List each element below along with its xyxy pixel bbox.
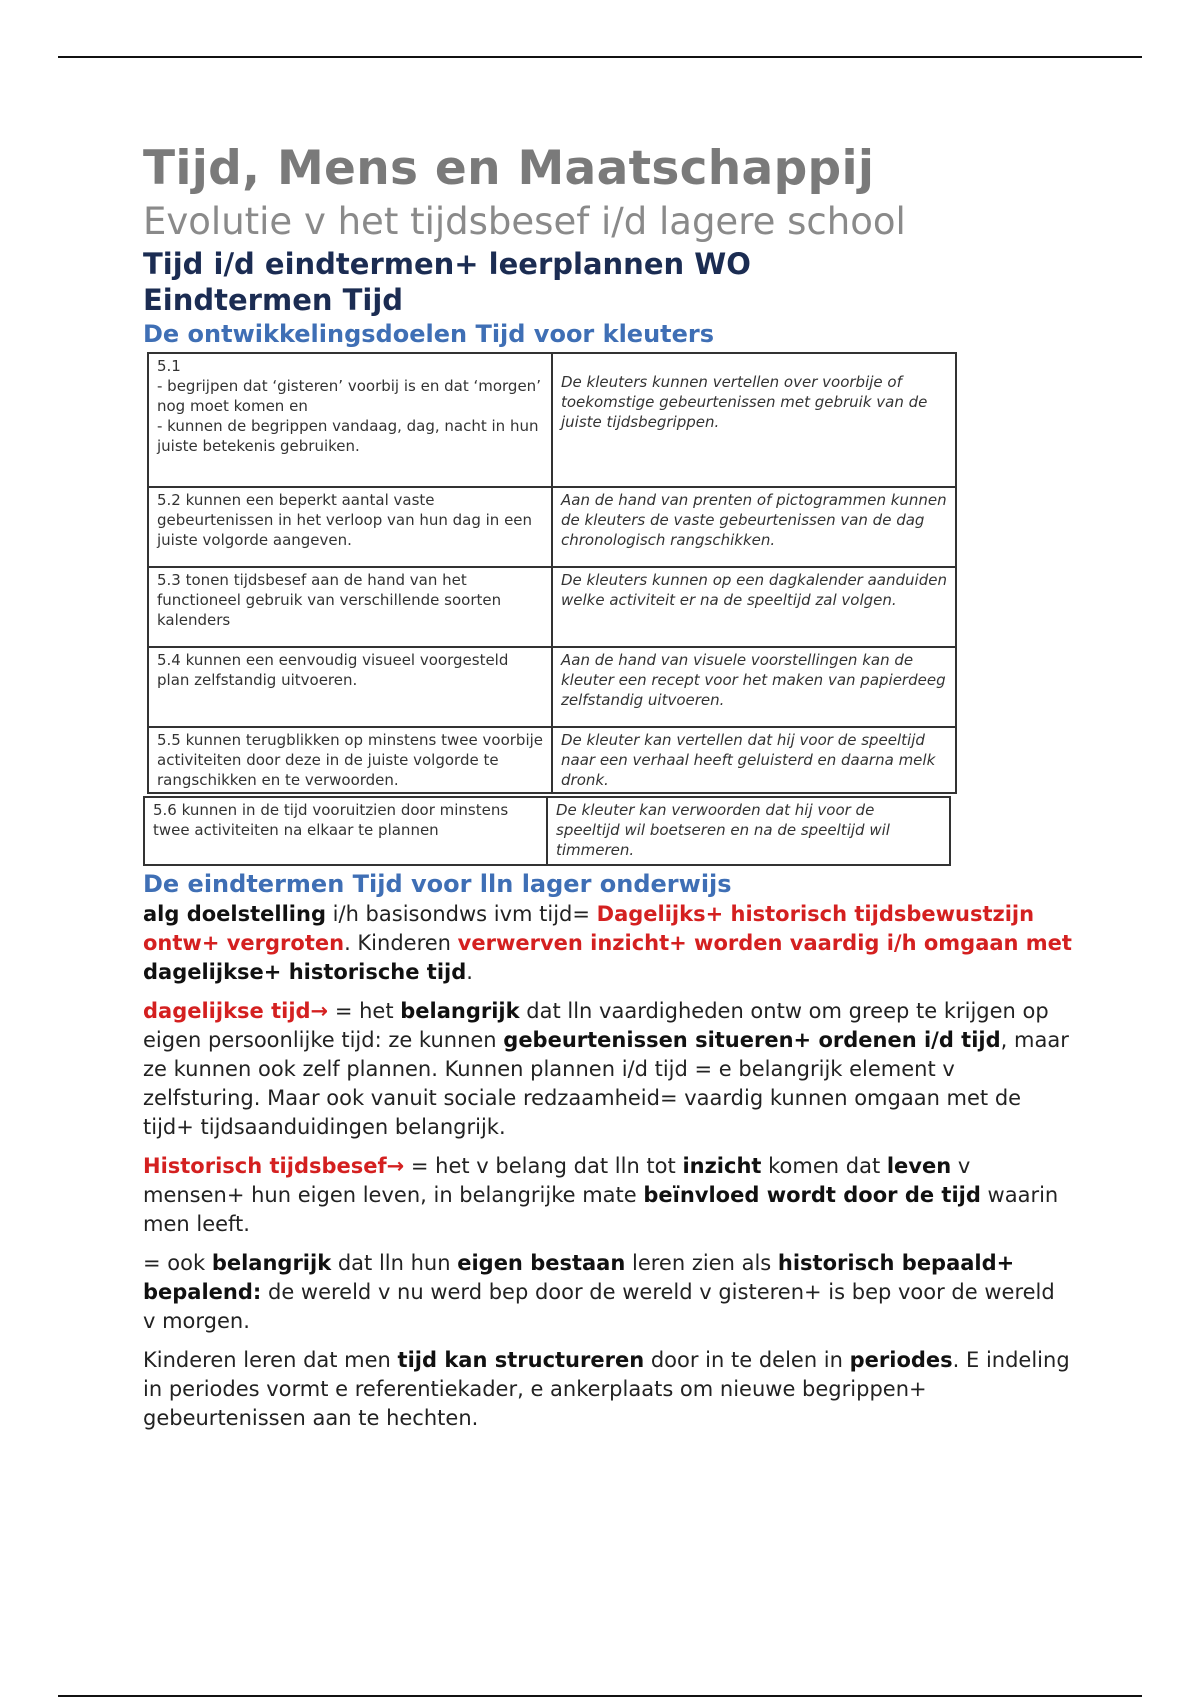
- highlight: Dagelijks+ historisch tijdsbewustzijn ontw+ vergroten: [143, 902, 1035, 955]
- text: , maar ze kunnen ook zelf plannen. Kunnen plannen i/d tijd = e belangrijk element v zelfsturing. Maar ook vanuit sociale redzaamheid= vaardig kunnen omgaan met de tijd+ tijdsaanduidingen belangrijk.: [143, 1028, 1069, 1139]
- text: door in te delen in: [644, 1348, 850, 1372]
- text: leren zien als: [625, 1251, 778, 1275]
- goal-cell: 5.2 kunnen een beperkt aantal vaste gebeurtenissen in het verloop van hun dag in een juiste volgorde aangeven.: [148, 487, 552, 567]
- term: inzicht: [682, 1154, 762, 1178]
- paragraph-historisch: [143, 1152, 1073, 1239]
- example-cell: Aan de hand van prenten of pictogrammen kunnen de kleuters de vaste gebeurtenissen van de dag chronologisch rangschikken.: [552, 487, 956, 567]
- heading-kleuters: De ontwikkelingsdoelen Tijd voor kleuters: [143, 320, 715, 348]
- table-row: [148, 727, 956, 793]
- text: = ook: [143, 1251, 212, 1275]
- heading-eindtermen: Eindtermen Tijd: [143, 283, 404, 317]
- example-cell: De kleuters kunnen vertellen over voorbije of toekomstige gebeurtenissen met gebruik van de juiste tijdsbegrippen.: [552, 353, 956, 487]
- highlight: dagelijkse tijd→: [143, 999, 329, 1023]
- text: dat lln vaardigheden ontw om greep te krijgen op eigen persoonlijke tijd: ze kunnen: [143, 999, 1049, 1052]
- term: historisch bepaald+ bepalend:: [143, 1251, 1015, 1304]
- goals-table-continued: [143, 796, 951, 866]
- text: = het v belang dat lln tot: [404, 1154, 683, 1178]
- goal-cell: 5.1 - begrijpen dat ‘gisteren’ voorbij is en dat ‘morgen’ nog moet komen en - kunnen de begrippen vandaag, dag, nacht in hun juiste betekenis gebruiken.: [148, 353, 552, 487]
- term: belangrijk: [211, 1251, 332, 1275]
- paragraph-dagelijkse-tijd: [143, 997, 1073, 1142]
- text: v mensen+ hun eigen leven, in belangrijke mate: [143, 1154, 971, 1207]
- table-row: [148, 487, 956, 567]
- text: = het: [328, 999, 401, 1023]
- term: periodes: [849, 1348, 953, 1372]
- text: komen dat: [761, 1154, 887, 1178]
- term: dagelijkse+ historische tijd: [143, 960, 467, 984]
- text: . Kinderen: [344, 931, 458, 955]
- goal-cell: 5.4 kunnen een eenvoudig visueel voorgesteld plan zelfstandig uitvoeren.: [148, 647, 552, 727]
- text: Kinderen leren dat men: [143, 1348, 398, 1372]
- term: belangrijk: [400, 999, 520, 1023]
- bottom-rule: [58, 1695, 1142, 1697]
- goal-cell: 5.5 kunnen terugblikken op minstens twee voorbije activiteiten door deze in de juiste volgorde te rangschikken en te verwoorden.: [148, 727, 552, 793]
- goals-table: [147, 352, 957, 794]
- table-row: [148, 647, 956, 727]
- table-row: [144, 797, 950, 865]
- paragraph-doelstelling: [143, 900, 1073, 987]
- term: tijd kan structureren: [397, 1348, 645, 1372]
- text: .: [466, 960, 473, 984]
- page-subtitle: Evolutie v het tijdsbesef i/d lagere school: [143, 200, 906, 243]
- heading-wo: Tijd i/d eindtermen+ leerplannen WO: [143, 247, 751, 281]
- top-rule: [58, 56, 1142, 58]
- example-cell: Aan de hand van visuele voorstellingen kan de kleuter een recept voor het maken van papierdeeg zelfstandig uitvoeren.: [552, 647, 956, 727]
- document-page: [143, 140, 1073, 1443]
- term: gebeurtenissen situeren+ ordenen i/d tijd: [503, 1028, 1001, 1052]
- page-title: Tijd, Mens en Maatschappij: [143, 141, 875, 196]
- text: waarin men leeft.: [143, 1183, 1059, 1236]
- text: . E indeling in periodes vormt e referentiekader, e ankerplaats om nieuwe begrippen+ gebeurtenissen aan te hechten.: [143, 1348, 1070, 1430]
- paragraph-periodes: [143, 1346, 1073, 1433]
- goal-cell: 5.6 kunnen in de tijd vooruitzien door minstens twee activiteiten na elkaar te plannen: [144, 797, 547, 865]
- example-cell: De kleuter kan vertellen dat hij voor de speeltijd naar een verhaal heeft geluisterd en daarna melk dronk.: [552, 727, 956, 793]
- term: alg doelstelling: [143, 902, 326, 926]
- heading-lager: De eindtermen Tijd voor lln lager onderwijs: [143, 870, 732, 898]
- paragraph-eigen-bestaan: [143, 1249, 1073, 1336]
- term: leven: [886, 1154, 952, 1178]
- term: beïnvloed wordt door de tijd: [643, 1183, 981, 1207]
- highlight: verwerven inzicht+ worden vaardig i/h omgaan met: [457, 931, 1072, 955]
- term: eigen bestaan: [457, 1251, 626, 1275]
- highlight: Historisch tijdsbesef→: [143, 1154, 405, 1178]
- table-row: [148, 353, 956, 487]
- table-row: [148, 567, 956, 647]
- text: de wereld v nu werd bep door de wereld v gisteren+ is bep voor de wereld v morgen.: [143, 1280, 1055, 1333]
- text: i/h basisondws ivm tijd=: [325, 902, 597, 926]
- goal-cell: 5.3 tonen tijdsbesef aan de hand van het functioneel gebruik van verschillende soorten kalenders: [148, 567, 552, 647]
- example-cell: De kleuters kunnen op een dagkalender aanduiden welke activiteit er na de speeltijd zal volgen.: [552, 567, 956, 647]
- example-cell: De kleuter kan verwoorden dat hij voor de speeltijd wil boetseren en na de speeltijd wil timmeren.: [547, 797, 950, 865]
- text: dat lln hun: [331, 1251, 458, 1275]
